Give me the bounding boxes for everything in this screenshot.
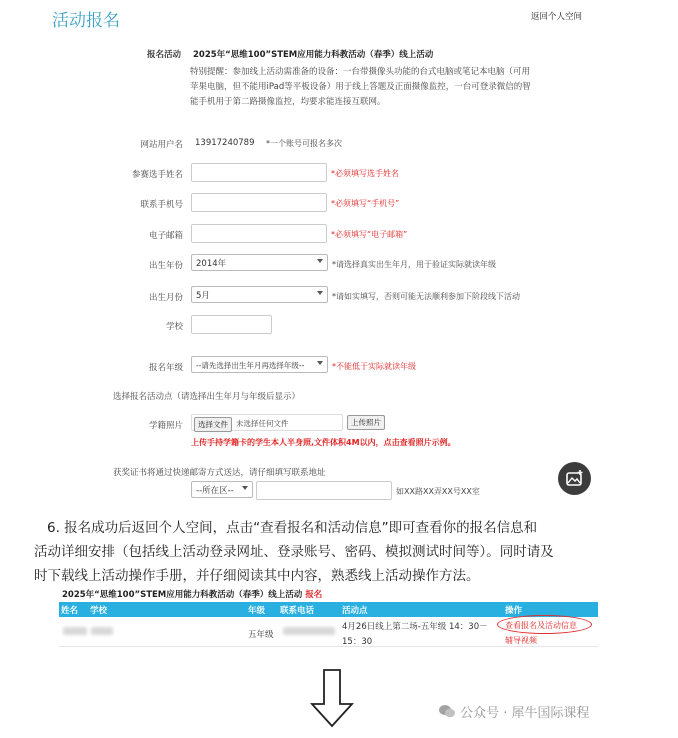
col-action: 操作 <box>505 606 523 616</box>
grade-required: *不能低于实际就读年级 <box>332 362 416 371</box>
highlight-ring <box>497 615 592 634</box>
address-hint: 如XX路XX弄XX号XX室 <box>396 487 480 496</box>
birth-month-hint: *请如实填写，否则可能无法顺利参加下阶段线下活动 <box>332 292 520 301</box>
view-registration-link[interactable]: 查看报名及活动信息 <box>505 621 577 630</box>
chevron-down-icon <box>317 259 323 263</box>
username-note: *一个账号可报名多次 <box>266 139 342 148</box>
notice-line: 苹果电脑，但不能用iPad等平板设备）用于线上答题及正面摄像监控，一台可登录微信的智 <box>190 82 531 92</box>
district-value: --所在区-- <box>196 486 234 496</box>
choose-file-button[interactable]: 选择文件 <box>194 417 232 432</box>
birth-month-select[interactable] <box>191 286 328 303</box>
col-venue: 活动点 <box>342 606 368 616</box>
school-label: 学校 <box>165 322 183 332</box>
school-input[interactable] <box>191 315 272 334</box>
name-input[interactable] <box>191 163 327 182</box>
phone-label: 联系手机号 <box>140 200 183 210</box>
wechat-watermark <box>438 702 590 721</box>
activity-name: 2025年“思维100”STEM应用能力科教活动（春季）线上活动 <box>193 50 434 60</box>
birth-month-label: 出生月份 <box>148 293 183 303</box>
phone-required: *必须填写“手机号” <box>331 199 400 208</box>
table-header <box>59 602 598 617</box>
district-select[interactable] <box>191 481 253 498</box>
col-school: 学校 <box>90 606 108 616</box>
username-label: 网站用户名 <box>140 140 183 150</box>
table-title-text: 2025年“思维100”STEM应用能力科教活动（春季）线上活动 <box>62 590 303 600</box>
watermark-text: 公众号 · 犀牛国际课程 <box>460 706 590 721</box>
username-value: 13917240789 <box>195 138 255 148</box>
instruction-line: 时下载线上活动操作手册，并仔细阅读其中内容，熟悉线上活动操作方法。 <box>34 568 480 584</box>
blurred-school <box>91 627 113 635</box>
instruction-text <box>34 516 674 588</box>
name-required: *必须填写选手姓名 <box>331 169 399 178</box>
grade-value: --请先选择出生年月再选择年级-- <box>196 361 305 370</box>
birth-year-select[interactable] <box>191 254 328 271</box>
grade-select[interactable] <box>191 356 328 373</box>
table-title-tag: 报名 <box>305 590 323 600</box>
chevron-down-icon <box>242 486 248 490</box>
col-name: 姓名 <box>61 606 79 616</box>
venue-label: 选择报名活动点（请选择出生年月与年级后显示） <box>113 392 301 402</box>
wechat-icon <box>438 704 456 719</box>
email-label: 电子邮箱 <box>148 231 183 241</box>
row-venue-line: 15：30 <box>342 637 373 647</box>
row-venue-line: 4月26日线上第二场-五年级 14：30－ <box>342 622 488 632</box>
instruction-line: 6. 报名成功后返回个人空间，点击“查看报名和活动信息”即可查看你的报名信息和 <box>47 520 538 536</box>
grade-label: 报名年级 <box>148 363 183 373</box>
notice-line: 能手机用于第二路摄像监控，均要求能连接互联网。 <box>190 97 386 107</box>
mail-label: 获奖证书将通过快递邮寄方式送达，请仔细填写联系地址 <box>113 468 326 478</box>
address-input[interactable] <box>256 481 392 500</box>
email-input[interactable] <box>191 224 327 243</box>
photo-warning[interactable]: 上传手持学籍卡的学生本人半身照,文件体积4M以内，点击查看照片示例。 <box>191 438 456 447</box>
file-input[interactable] <box>191 414 343 431</box>
activity-label: 报名活动 <box>147 50 182 60</box>
birth-month-value: 5月 <box>196 291 210 301</box>
notice-line: 特别提醒：参加线上活动需准备的设备：一台带摄像头功能的台式电脑或笔记本电脑（可用 <box>190 67 531 77</box>
email-required: *必须填写“电子邮箱” <box>331 230 408 239</box>
instruction-line: 活动详细安排（包括线上活动登录网址、登录账号、密码、模拟测试时间等）。同时请及 <box>34 544 554 560</box>
upload-photo-button[interactable]: 上传照片 <box>347 415 385 430</box>
table-title <box>62 588 322 600</box>
row-grade: 五年级 <box>248 630 274 640</box>
notice-text <box>190 65 560 110</box>
col-phone: 联系电话 <box>280 606 315 616</box>
add-photo-icon[interactable] <box>558 462 591 495</box>
page-title: 活动报名 <box>52 11 120 31</box>
col-grade: 年级 <box>248 606 266 616</box>
no-file-text: 未选择任何文件 <box>236 419 289 428</box>
birth-year-hint: *请选择真实出生年月，用于验证实际就读年级 <box>332 260 496 269</box>
chevron-down-icon <box>317 291 323 295</box>
name-label: 参赛选手姓名 <box>131 170 183 180</box>
photo-label: 学籍照片 <box>148 421 183 431</box>
blurred-phone <box>283 627 335 635</box>
chevron-down-icon <box>317 361 323 365</box>
down-arrow-icon <box>309 668 355 728</box>
back-to-space-link[interactable]: 返回个人空间 <box>531 12 583 22</box>
birth-year-value: 2014年 <box>196 259 227 269</box>
blurred-name <box>63 627 87 635</box>
phone-input[interactable] <box>191 193 327 212</box>
tutorial-video-link[interactable]: 辅导视频 <box>505 636 537 645</box>
birth-year-label: 出生年份 <box>148 261 183 271</box>
